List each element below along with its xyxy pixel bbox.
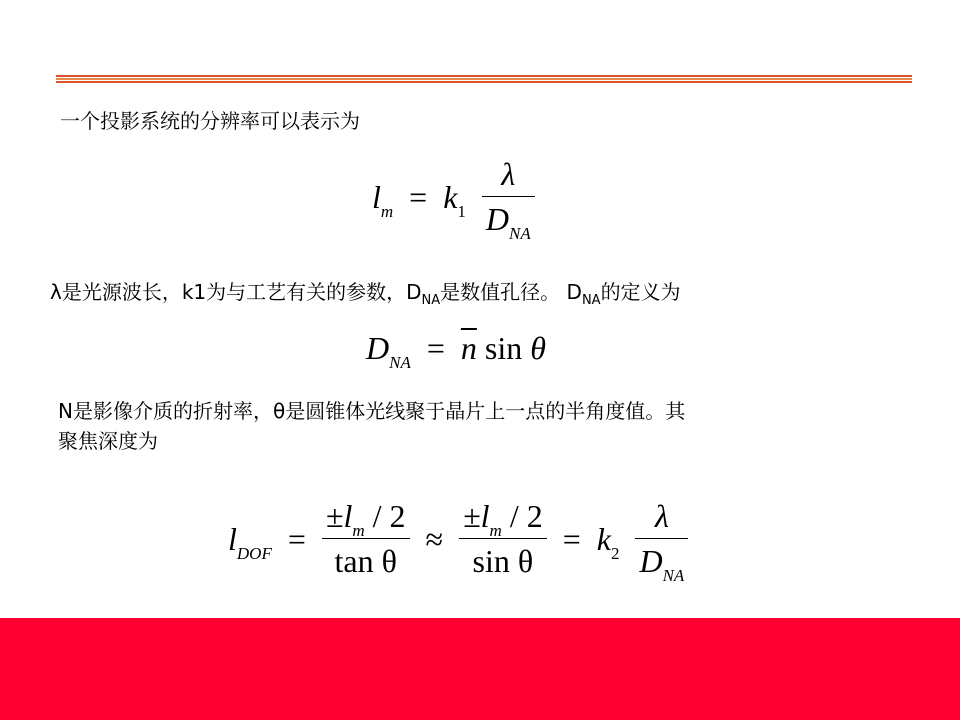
eq3-num1: ±l: [325, 498, 353, 534]
eq3-num2: ±l: [463, 498, 490, 534]
equation-depth-of-focus: [228, 498, 688, 585]
para2-part-a: λ是光源波长，k1为与工艺有关的参数，D: [50, 280, 422, 304]
paragraph-medium-line-1: N是影像介质的折射率，θ是圆锥体光线聚于晶片上一点的半角度值。其: [58, 399, 686, 423]
para2-part-b: 是数值孔径。 D: [440, 280, 582, 304]
eq3-den2: sin θ: [472, 543, 534, 579]
eq3-lhs-var: l: [228, 520, 237, 557]
eq2-equals: =: [426, 329, 445, 366]
eq2-theta: θ: [530, 329, 546, 366]
header-rule-line-bottom: [56, 81, 912, 83]
eq3-coef-sub: 2: [610, 543, 620, 563]
paragraph-parameters: [50, 279, 681, 308]
eq3-den3-var: D: [639, 543, 663, 579]
para2-sub-na-2: NA: [581, 293, 601, 308]
header-rule: [56, 75, 912, 84]
eq3-fraction-lambda: [635, 498, 688, 585]
eq3-den3-sub: NA: [662, 566, 685, 585]
eq3-approx: ≈: [425, 520, 444, 557]
header-rule-line-top: [56, 75, 912, 77]
eq2-n: $\overline{n}$: [460, 329, 477, 366]
eq3-num1-sub: m: [352, 521, 365, 540]
eq1-den-var: D: [485, 201, 510, 237]
equation-resolution: [372, 156, 535, 243]
eq1-den-sub: NA: [509, 224, 531, 243]
eq1-lhs-sub: m: [380, 201, 394, 221]
eq2-lhs-sub: NA: [389, 352, 411, 372]
eq3-lhs-sub: DOF: [236, 543, 272, 563]
eq3-equals-2: =: [562, 520, 581, 557]
eq2-sin: sin: [484, 329, 523, 366]
eq1-coef: k: [443, 178, 458, 215]
footer-band: [0, 618, 960, 720]
eq1-numerator: λ: [501, 156, 516, 192]
eq2-lhs-var: D: [366, 329, 390, 366]
header-rule-line-mid: [56, 78, 912, 80]
eq1-coef-sub: 1: [457, 201, 466, 221]
eq3-num3: λ: [654, 498, 669, 534]
eq3-equals: =: [287, 520, 306, 557]
eq3-fraction-tan: [322, 500, 410, 577]
equation-numerical-aperture: [366, 328, 546, 372]
eq3-den1: tan θ: [334, 543, 397, 579]
eq3-num1-rest: / 2: [364, 498, 406, 534]
eq1-lhs-var: l: [372, 178, 381, 215]
eq3-coef: k: [596, 520, 611, 557]
para2-sub-na-1: NA: [421, 293, 441, 308]
eq3-num2-rest: / 2: [501, 498, 543, 534]
paragraph-medium-line-2: 聚焦深度为: [58, 429, 158, 453]
para2-part-c: 的定义为: [600, 280, 681, 304]
eq1-equals: =: [409, 178, 428, 215]
paragraph-resolution-intro: 一个投影系统的分辨率可以表示为: [60, 109, 360, 133]
eq3-num2-sub: m: [489, 521, 502, 540]
eq1-fraction: [482, 156, 535, 243]
eq3-fraction-sin: [459, 500, 547, 577]
